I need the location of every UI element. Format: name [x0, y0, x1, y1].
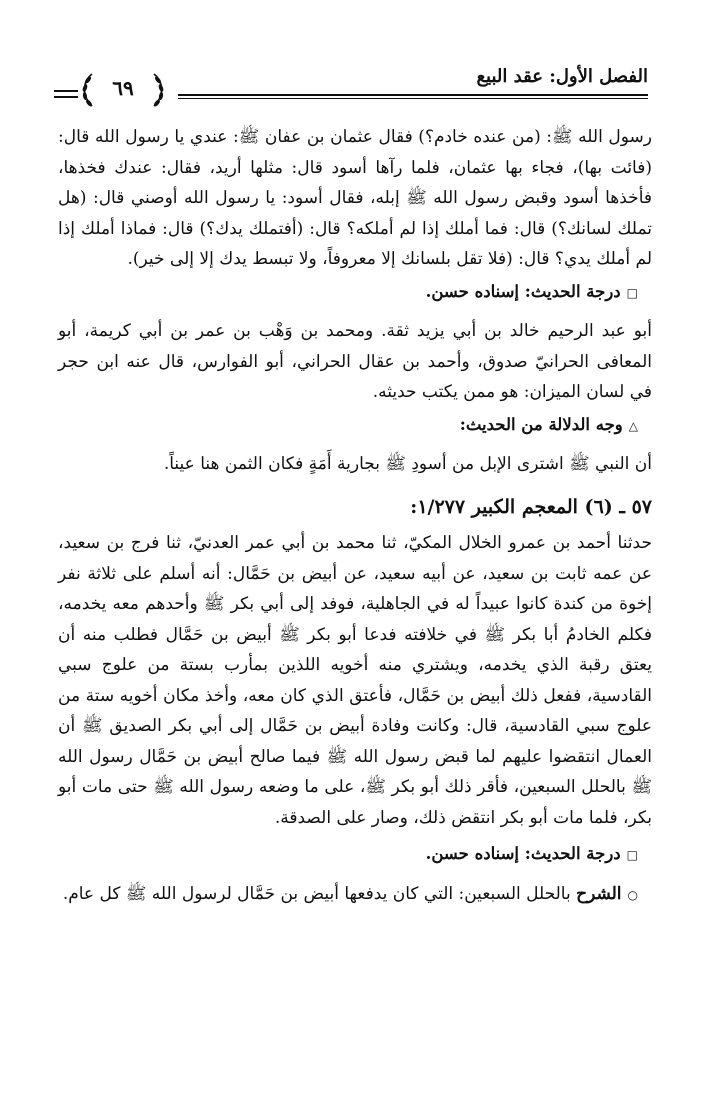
evidence-heading	[58, 410, 638, 442]
chapter-title: الفصل الأول: عقد البيع	[476, 66, 648, 87]
header-dash	[54, 90, 78, 92]
hadith-grade-text: درجة الحديث: إسناده حسن.	[425, 844, 621, 863]
page-number-ornament	[78, 70, 168, 110]
narrators-note: أبو عبد الرحيم خالد بن أبي يزيد ثقة. ومحمد بن وَهْب بن عمر بن أبي كريمة، أبو المعافى الحرانيّ صدوق، وأحمد بن عقال الحراني، أبو الفوارس، قال عنه ابن حجر في لسان الميزان: هو ممن يكتب حديثه.	[58, 321, 652, 402]
square-bullet-icon: □	[626, 848, 638, 862]
page-body	[58, 122, 652, 910]
hadith-continuation: رسول الله ﷺ: (من عنده خادم؟) فقال عثمان بن عفان ﷺ: عندي يا رسول الله قال: (فائت بها)، فجاء بها عثمان، فلما رآها أسود قال: مثلها أريد، فقال: عندك فخذها، فأخذها أسود وقبض رسول الله ﷺ إبله، فقال أسود: يا رسول الله أوصني قال: (هل تملك لسانك؟) قال: فما أملك إذا لم أملكه؟ قال: (أفتملك يدك؟) قال: فماذا أملك إذا لم أملك يدي؟ قال: (فلا تقل بلسانك إلا معروفاً، ولا تبسط يدك إلا إلى خير).	[58, 127, 652, 269]
circle-bullet-icon: ○	[627, 887, 638, 902]
hadith-grade-text: درجة الحديث: إسناده حسن.	[425, 281, 621, 301]
commentary-label: الشرح	[576, 883, 622, 904]
commentary-text: بالحلل السبعين: التي كان يدفعها أبيض بن حَمَّال لرسول الله ﷺ كل عام.	[62, 883, 577, 904]
triangle-bullet-icon: △	[628, 418, 638, 433]
section-heading: ٥٧ ـ (٦) المعجم الكبير ١/٢٧٧:	[410, 495, 652, 518]
header-rule	[178, 94, 648, 96]
hadith-grade	[58, 839, 638, 871]
page-number: ٦٩	[112, 76, 134, 100]
header-rule-thin	[178, 98, 648, 99]
square-bullet-icon: □	[626, 285, 638, 300]
header-dash	[54, 96, 78, 98]
hadith-text: حدثنا أحمد بن عمرو الخلال المكيّ، ثنا محمد بن أبي عمر العدنيّ، ثنا فرج بن سعيد، عن عمه ثابت بن سعيد، عن أبيه سعيد، عن أبيض بن حَمَّال: أنه أسلم على ثلاثة نفر إخوة من كندة كانوا عبيداً له في الجاهلية، فوفد إلى أبي بكر ﷺ وأحدهم معه يخدمه، فكلم الخادمُ أبا بكر ﷺ في خلافته فدعا أبو بكر ﷺ أبيض بن حَمَّال فطلب منه أن يعتق رقبة الذي يخدمه، ويشتري منه أخويه اللذين بمأرب بستة من علوج سبي القادسية، ففعل ذلك أبيض بن حَمَّال، فأعتق الذي كان معه، وأخذ مكان أخويه ستة من علوج سبي القادسية، قال: وكانت وفادة أبيض بن حَمَّال إلى أبي بكر الصديق ﷺ أن العمال انتقضوا عليهم لما قبض رسول الله ﷺ فيما صالح أبيض بن حَمَّال رسول الله ﷺ بالحلل السبعين، فأقر ذلك أبو بكر ﷺ، على ما وضعه رسول الله ﷺ حتى مات أبو بكر، فلما مات أبو بكر انتقض ذلك، وصار على الصدقة.	[58, 533, 652, 828]
commentary	[58, 879, 638, 911]
page-header	[58, 58, 648, 114]
hadith-grade	[58, 277, 638, 309]
evidence-heading-text: وجه الدلالة من الحديث:	[459, 414, 623, 434]
evidence-text: أن النبي ﷺ اشترى الإبل من أسودِ ﷺ بجارية أَمَةٍ فكان الثمن هنا عيناً.	[163, 454, 652, 474]
